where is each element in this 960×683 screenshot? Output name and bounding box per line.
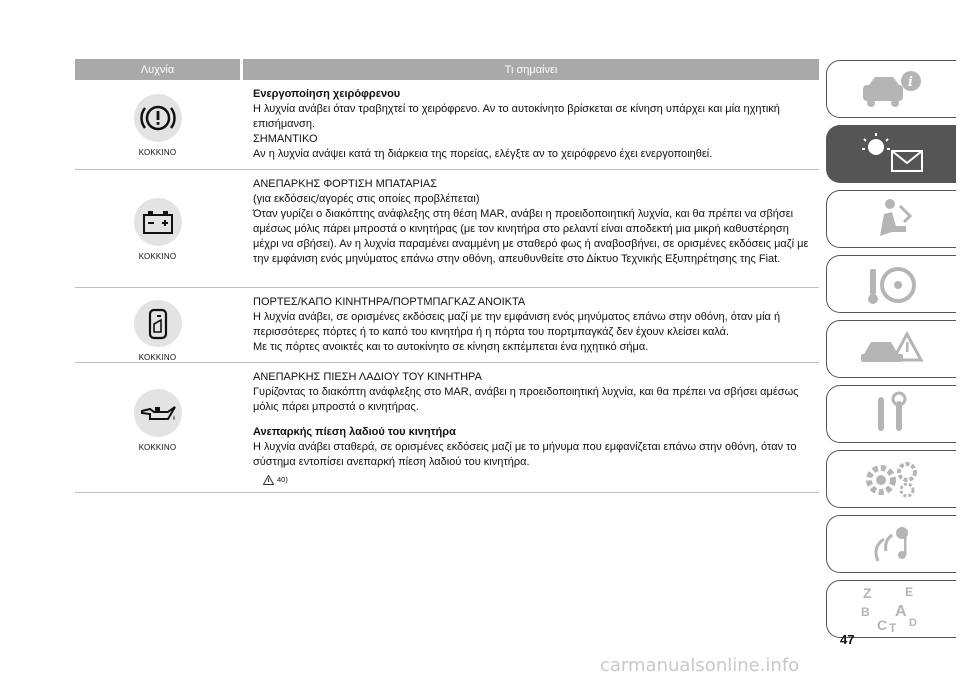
alphabet-index-icon [857,584,927,634]
tab-emergency[interactable] [826,320,956,378]
svg-text:E: E [904,585,913,599]
row-paragraph: Με τις πόρτες ανοικτές και το αυτοκίνητο σε κίνηση εκπέμπεται ένα ηχητικό σήμα. [253,341,649,353]
tab-car-info[interactable] [826,60,956,118]
meaning-text [243,170,819,287]
row-title: ΠΟΡΤΕΣ/ΚΑΠΟ ΚΙΝΗΤΗΡΑ/ΠΟΡΤΜΠΑΓΚΑΖ ΑΝΟΙΚΤΑ [253,296,526,308]
svg-text:C: C [876,617,887,633]
row-title: ΑΝΕΠΑΡΚΗΣ ΠΙΕΣΗ ΛΑΔΙΟΥ ΤΟΥ ΚΙΝΗΤΗΡΑ [253,371,482,383]
watermark: carmanualsonline.info [600,655,800,676]
row-paragraph: Όταν γυρίζει ο διακόπτης ανάφλεξης στη θέση MAR, ανάβει η προειδοποιητική λυχνία, και θα πρέπει να σβήσει αμέσως μόλις πάρει μπροστά ο κινητήρας (με τον κινητήρα στο ρελαντί είναι αποδεκτή μια μικρή καθυστέρηση μέχρι να σβήσει). Αν η λυχνία παραμένει αναμμένη με σταθερό φως ή αναβοσβήνει, σε ορισμένες εκδόσεις μαζί με την εμφάνιση ενός μηνύματος επάνω στην οθόνη, απευθυνθείτε στο Δίκτυο Τεχνικής Εξυπηρέτησης της Fiat. [253,208,809,265]
tab-safety[interactable] [826,190,956,248]
row-title: Ενεργοποίηση χειρόφρενου [253,88,401,100]
wrench-icon [862,391,922,437]
gear-settings-icon [857,456,927,502]
door-open-icon [134,300,182,347]
row-paragraph: Γυρίζοντας το διακόπτη ανάφλεξης στο MAR, ανάβει η προειδοποιητική λυχνία, και θα πρέπει να σβήσει αμέσως μόλις πάρει μπροστά ο κινητήρας. [253,386,799,413]
row-paragraph: Η λυχνία ανάβει, σε ορισμένες εκδόσεις μαζί με την εμφάνιση ενός μηνύματος επάνω στην οθόνη, όταν μία ή περισσότερες πόρτες ή το καπό του κινητήρα ή η πόρτα του πορτμπαγκάζ δεν έχουν κλείσει καλά. [253,311,781,338]
meaning-text [243,80,819,169]
tab-warning-lights[interactable] [826,125,956,183]
row-title: ΑΝΕΠΑΡΚΗΣ ΦΟΡΤΙΣΗ ΜΠΑΤΑΡΙΑΣ [253,178,438,190]
svg-text:i: i [907,75,913,90]
lamp-color-label: ΚΟΚΚΙΝΟ [138,353,177,362]
table-row [75,170,819,288]
tab-multimedia[interactable] [826,515,956,573]
tab-index[interactable] [826,580,956,638]
table-row [75,363,819,493]
tab-maintenance[interactable] [826,385,956,443]
svg-text:D: D [908,617,917,629]
header-lamp: Λυχνία [140,63,175,76]
car-info-icon [857,67,927,111]
warning-lights-table [75,59,819,493]
tab-starting-driving[interactable] [826,255,956,313]
row-paragraph: Η λυχνία ανάβει σταθερά, σε ορισμένες εκδόσεις μαζί με το μήνυμα που εμφανίζεται επάνω στην οθόνη, όταν το σύστημα εντοπίσει ανεπαρκή πίεση λαδιού του κινητήρα. [253,441,797,468]
row-paragraph: ΣΗΜΑΝΤΙΚΟ [253,133,318,145]
multimedia-music-icon [862,521,922,567]
warning-ref-number: 40) [277,475,288,484]
meaning-text [243,363,819,492]
oil-pressure-icon [134,389,182,437]
brake-warning-icon [134,94,182,142]
svg-text:T: T [888,621,896,634]
tab-technical-data[interactable] [826,450,956,508]
row-subtitle: Ανεπαρκής πίεση λαδιού του κινητήρα [253,426,456,438]
steering-wheel-key-icon [862,261,922,307]
lamp-color-label: ΚΟΚΚΙΝΟ [138,148,177,157]
warning-reference [253,472,811,487]
table-row [75,80,819,170]
svg-text:Z: Z [862,585,872,601]
page-number: 47 [840,632,855,647]
meaning-text [243,288,819,362]
table-row [75,288,819,363]
lamp-color-label: ΚΟΚΚΙΝΟ [138,252,177,261]
svg-text:A: A [894,603,907,620]
row-paragraph: (για εκδόσεις/αγορές στις οποίες προβλέπεται) [253,193,480,205]
table-header [75,59,819,80]
lamp-color-label: ΚΟΚΚΙΝΟ [138,443,177,452]
warning-triangle-icon [263,475,274,485]
row-paragraph: Αν η λυχνία ανάψει κατά τη διάρκεια της πορείας, ελέγξτε αν το χειρόφρενο έχει ενεργοποιηθεί. [253,148,713,160]
header-meaning: Τι σημαίνει [504,63,558,76]
battery-icon [134,198,182,246]
warning-light-message-icon [852,131,932,177]
seat-airbag-icon [862,196,922,242]
row-paragraph: Η λυχνία ανάβει όταν τραβηχτεί το χειρόφρενο. Αν το αυτοκίνητο βρίσκεται σε κίνηση υπάρχει και μία ηχητική επισήμανση. [253,103,780,130]
svg-text:B: B [860,605,870,619]
car-emergency-icon [857,326,927,372]
